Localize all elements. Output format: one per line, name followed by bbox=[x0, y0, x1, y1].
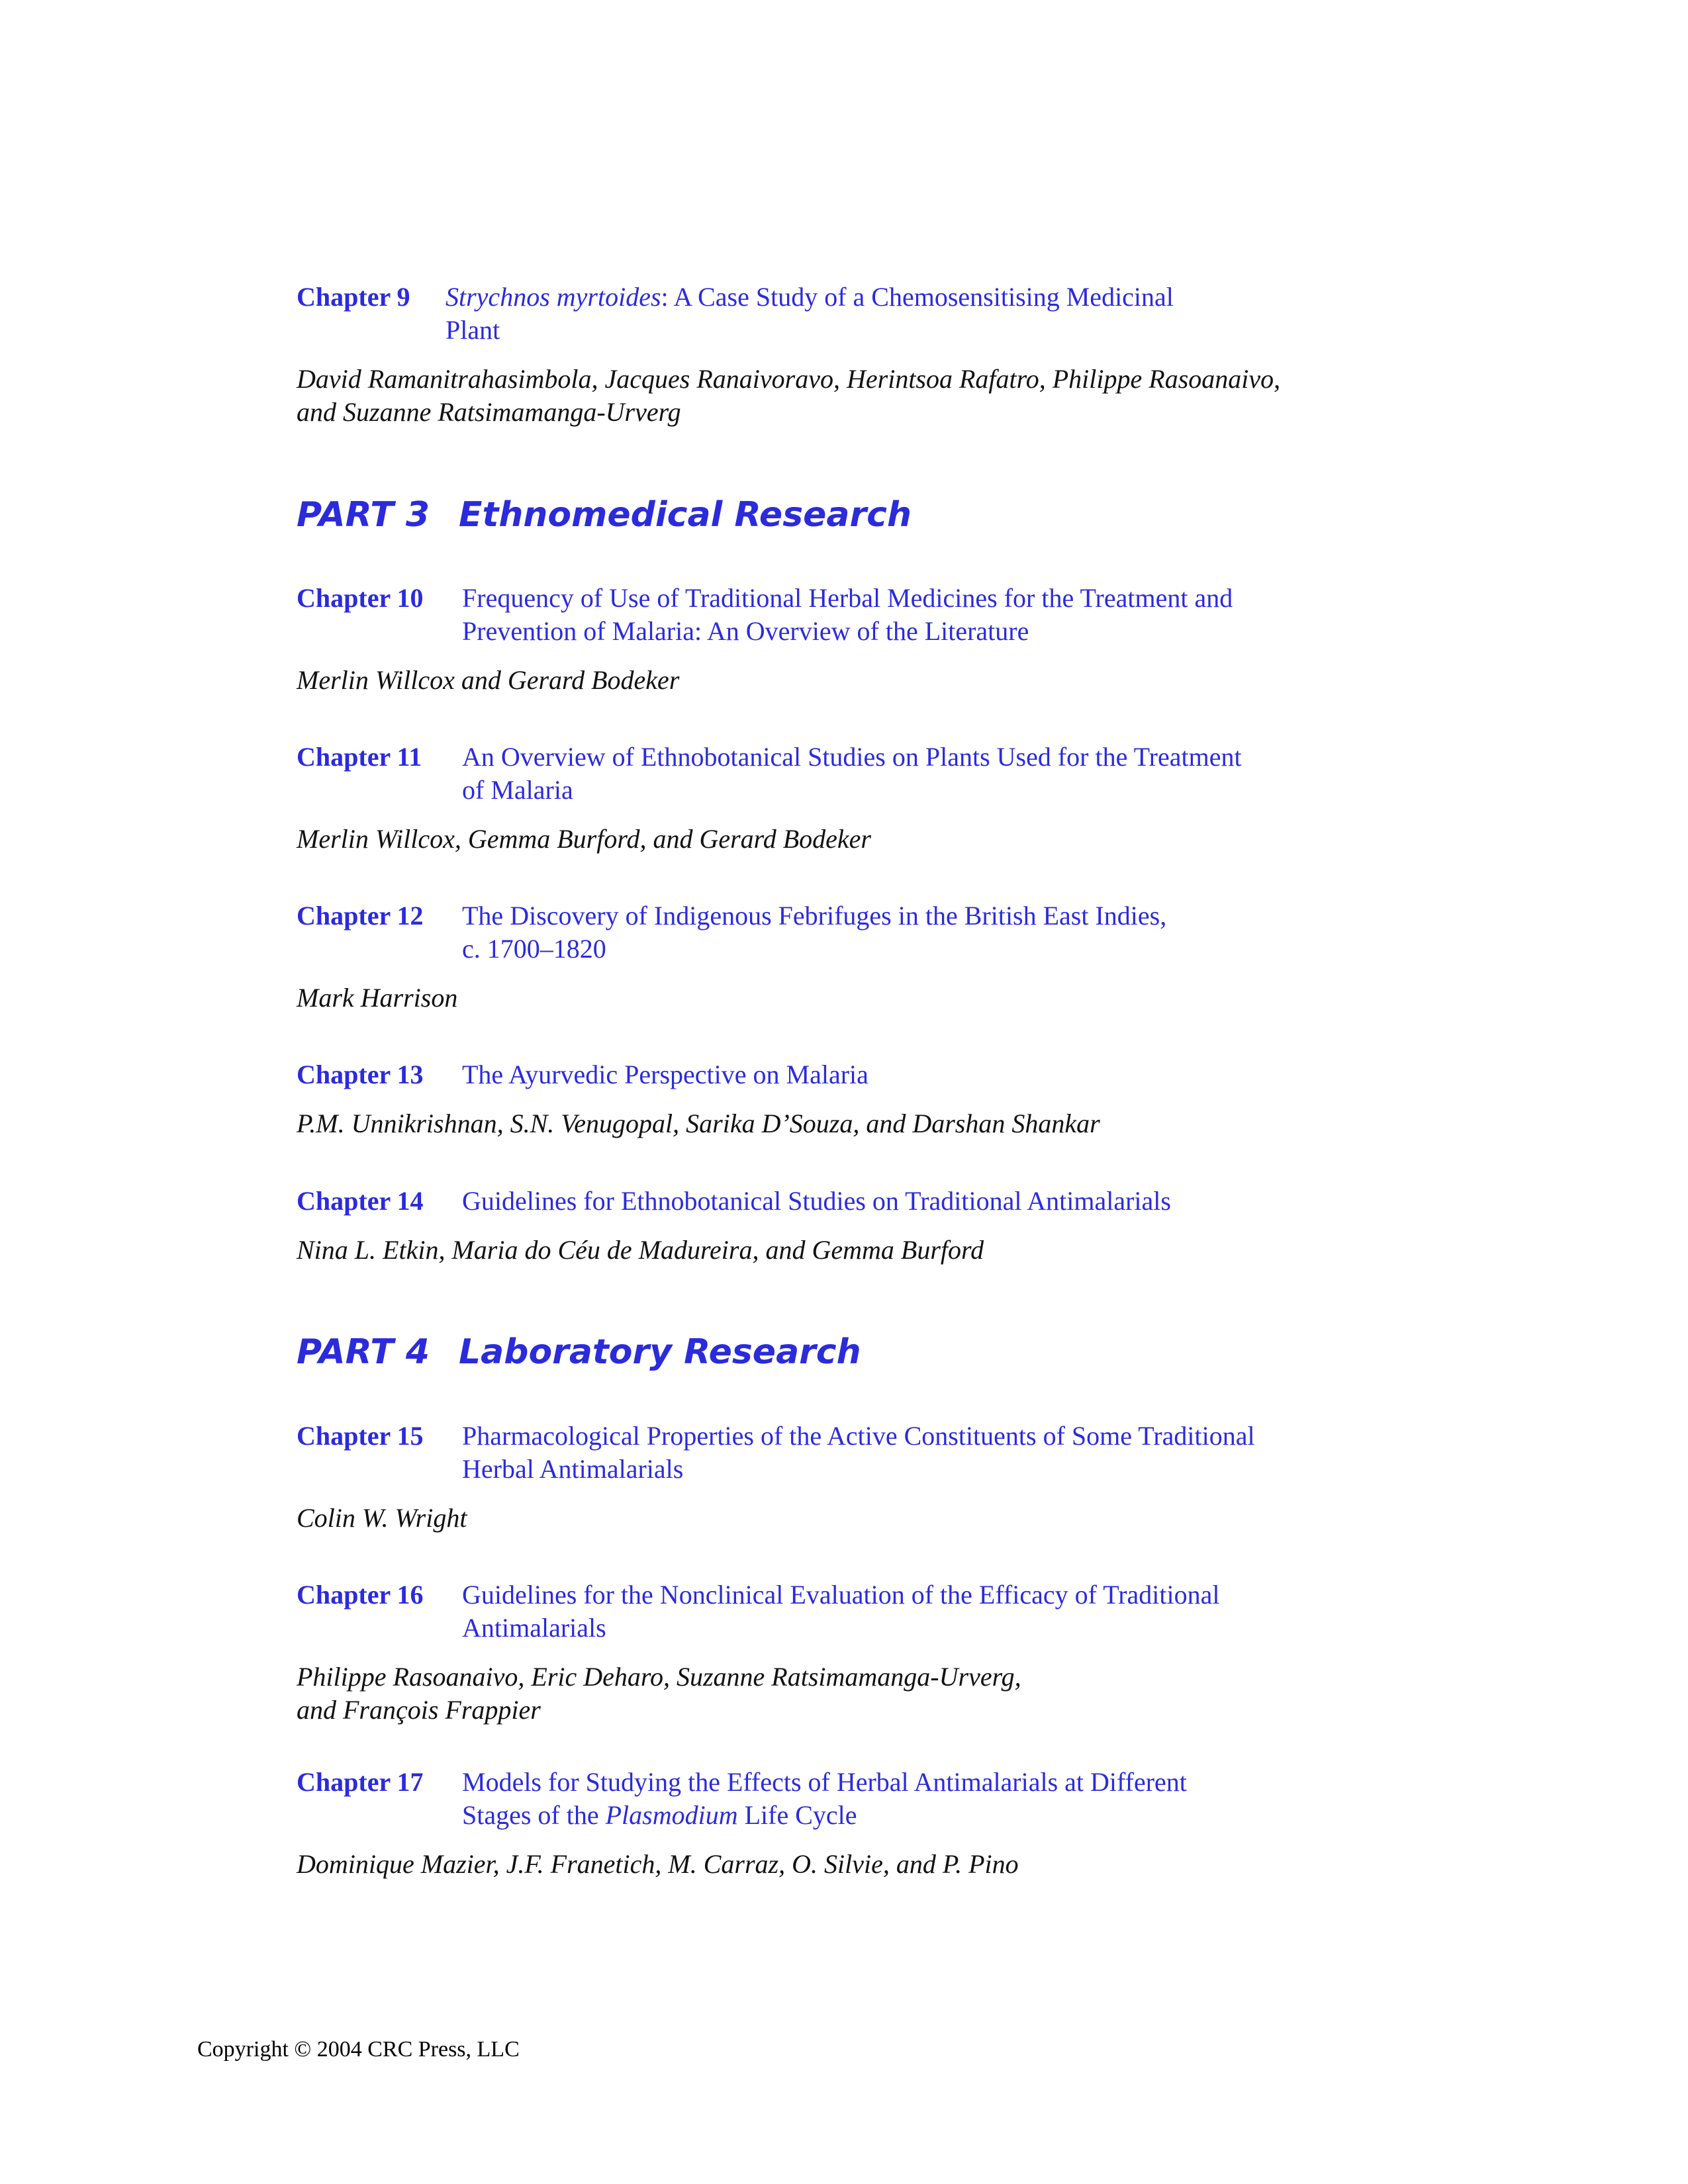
part-title: Ethnomedical Research bbox=[459, 495, 912, 535]
chapter-title-line-1: The Ayurvedic Perspective on Malaria bbox=[462, 1060, 868, 1089]
chapter-label: Chapter 16 bbox=[297, 1580, 424, 1610]
chapter-title-italic: Plasmodium bbox=[605, 1800, 738, 1830]
authors-line-1: P.M. Unnikrishnan, S.N. Venugopal, Sarika D’Souza, and Darshan Shankar bbox=[297, 1109, 1100, 1138]
chapter-10-link[interactable] bbox=[297, 582, 1356, 648]
part-title: Laboratory Research bbox=[459, 1332, 861, 1372]
chapter-label: Chapter 15 bbox=[297, 1421, 424, 1451]
part-label: PART 3 bbox=[297, 495, 430, 535]
chapter-authors bbox=[297, 1848, 1356, 1881]
chapter-title-line-1: The Discovery of Indigenous Febrifuges in the British East Indies, bbox=[462, 901, 1167, 931]
toc-entry-chapter-12 bbox=[297, 899, 1356, 1015]
chapter-label: Chapter 9 bbox=[297, 282, 410, 312]
chapter-title bbox=[462, 582, 1356, 648]
chapter-authors bbox=[297, 664, 1356, 697]
part-4-heading[interactable] bbox=[297, 1332, 861, 1372]
authors-line-1: Dominique Mazier, J.F. Franetich, M. Carraz, O. Silvie, and P. Pino bbox=[297, 1849, 1019, 1879]
chapter-title-line-2: of Malaria bbox=[462, 775, 573, 805]
chapter-title-line-2: Antimalarials bbox=[462, 1613, 606, 1643]
chapter-label: Chapter 12 bbox=[297, 901, 424, 931]
chapter-title bbox=[462, 741, 1356, 807]
chapter-title bbox=[462, 1058, 1356, 1091]
chapter-authors bbox=[297, 823, 1356, 856]
chapter-title-line-2 bbox=[462, 1799, 1356, 1832]
authors-line-1: Philippe Rasoanaivo, Eric Deharo, Suzanne Ratsimamanga-Urverg, bbox=[297, 1662, 1021, 1692]
chapter-11-link[interactable] bbox=[297, 741, 1356, 807]
authors-line-1: Nina L. Etkin, Maria do Céu de Madureira, and Gemma Burford bbox=[297, 1235, 984, 1265]
chapter-title-line-1: Frequency of Use of Traditional Herbal Medicines for the Treatment and bbox=[462, 583, 1233, 613]
authors-line-1: Colin W. Wright bbox=[297, 1503, 467, 1533]
chapter-title-line-1: Pharmacological Properties of the Active Constituents of Some Traditional bbox=[462, 1421, 1255, 1451]
chapter-authors bbox=[297, 363, 1356, 429]
chapter-title-post: Life Cycle bbox=[737, 1800, 857, 1830]
chapter-label: Chapter 13 bbox=[297, 1060, 424, 1089]
part-3-heading[interactable] bbox=[297, 495, 912, 535]
toc-entry-chapter-16 bbox=[297, 1578, 1356, 1727]
chapter-title-pre: Stages of the bbox=[462, 1800, 606, 1830]
chapter-title-rest: : A Case Study of a Chemosensitising Medicinal bbox=[661, 282, 1174, 312]
authors-line-2: and François Frappier bbox=[297, 1695, 541, 1725]
chapter-17-link[interactable] bbox=[297, 1766, 1356, 1832]
chapter-title bbox=[462, 1766, 1356, 1832]
toc-entry-chapter-10 bbox=[297, 582, 1356, 697]
authors-line-1: Merlin Willcox and Gerard Bodeker bbox=[297, 665, 680, 695]
chapter-16-link[interactable] bbox=[297, 1578, 1356, 1645]
chapter-title bbox=[445, 281, 1356, 347]
chapter-title bbox=[462, 899, 1356, 966]
toc-entry-chapter-17 bbox=[297, 1766, 1356, 1881]
chapter-title-line-1: Models for Studying the Effects of Herbal Antimalarials at Different bbox=[462, 1767, 1187, 1797]
chapter-title-line-1: An Overview of Ethnobotanical Studies on Plants Used for the Treatment bbox=[462, 742, 1242, 772]
chapter-title-line-2: Prevention of Malaria: An Overview of the Literature bbox=[462, 616, 1029, 646]
toc-entry-chapter-14 bbox=[297, 1185, 1356, 1267]
toc-entry-chapter-9 bbox=[297, 281, 1356, 429]
chapter-authors bbox=[297, 1234, 1356, 1267]
chapter-title-line-2: Plant bbox=[445, 315, 500, 345]
chapter-title-line-1 bbox=[445, 281, 1356, 314]
copyright-notice: Copyright © 2004 CRC Press, LLC bbox=[197, 2037, 520, 2062]
chapter-title bbox=[462, 1185, 1356, 1218]
chapter-13-link[interactable] bbox=[297, 1058, 1356, 1091]
authors-line-1: David Ramanitrahasimbola, Jacques Ranaivoravo, Herintsoa Rafatro, Philippe Rasoanaivo, bbox=[297, 364, 1281, 394]
chapter-authors bbox=[297, 1107, 1356, 1140]
chapter-12-link[interactable] bbox=[297, 899, 1356, 966]
chapter-authors bbox=[297, 1661, 1356, 1727]
chapter-title bbox=[462, 1420, 1356, 1486]
chapter-9-link[interactable] bbox=[297, 281, 1356, 347]
part-label: PART 4 bbox=[297, 1332, 430, 1372]
chapter-label: Chapter 14 bbox=[297, 1186, 424, 1216]
authors-line-2: and Suzanne Ratsimamanga-Urverg bbox=[297, 397, 681, 427]
authors-line-1: Mark Harrison bbox=[297, 983, 458, 1013]
chapter-authors bbox=[297, 981, 1356, 1015]
toc-entry-chapter-13 bbox=[297, 1058, 1356, 1140]
chapter-title-line-2: c. 1700–1820 bbox=[462, 934, 606, 964]
chapter-title-italic: Strychnos myrtoides bbox=[445, 282, 661, 312]
chapter-title-line-1: Guidelines for Ethnobotanical Studies on Traditional Antimalarials bbox=[462, 1186, 1171, 1216]
chapter-title bbox=[462, 1578, 1356, 1645]
chapter-15-link[interactable] bbox=[297, 1420, 1356, 1486]
chapter-14-link[interactable] bbox=[297, 1185, 1356, 1218]
chapter-authors bbox=[297, 1502, 1356, 1535]
chapter-label: Chapter 11 bbox=[297, 742, 422, 772]
toc-entry-chapter-11 bbox=[297, 741, 1356, 856]
chapter-label: Chapter 10 bbox=[297, 583, 424, 613]
chapter-title-line-1: Guidelines for the Nonclinical Evaluation of the Efficacy of Traditional bbox=[462, 1580, 1220, 1610]
toc-entry-chapter-15 bbox=[297, 1420, 1356, 1535]
chapter-title-line-2: Herbal Antimalarials bbox=[462, 1454, 684, 1484]
chapter-label: Chapter 17 bbox=[297, 1767, 424, 1797]
authors-line-1: Merlin Willcox, Gemma Burford, and Gerard Bodeker bbox=[297, 824, 871, 854]
